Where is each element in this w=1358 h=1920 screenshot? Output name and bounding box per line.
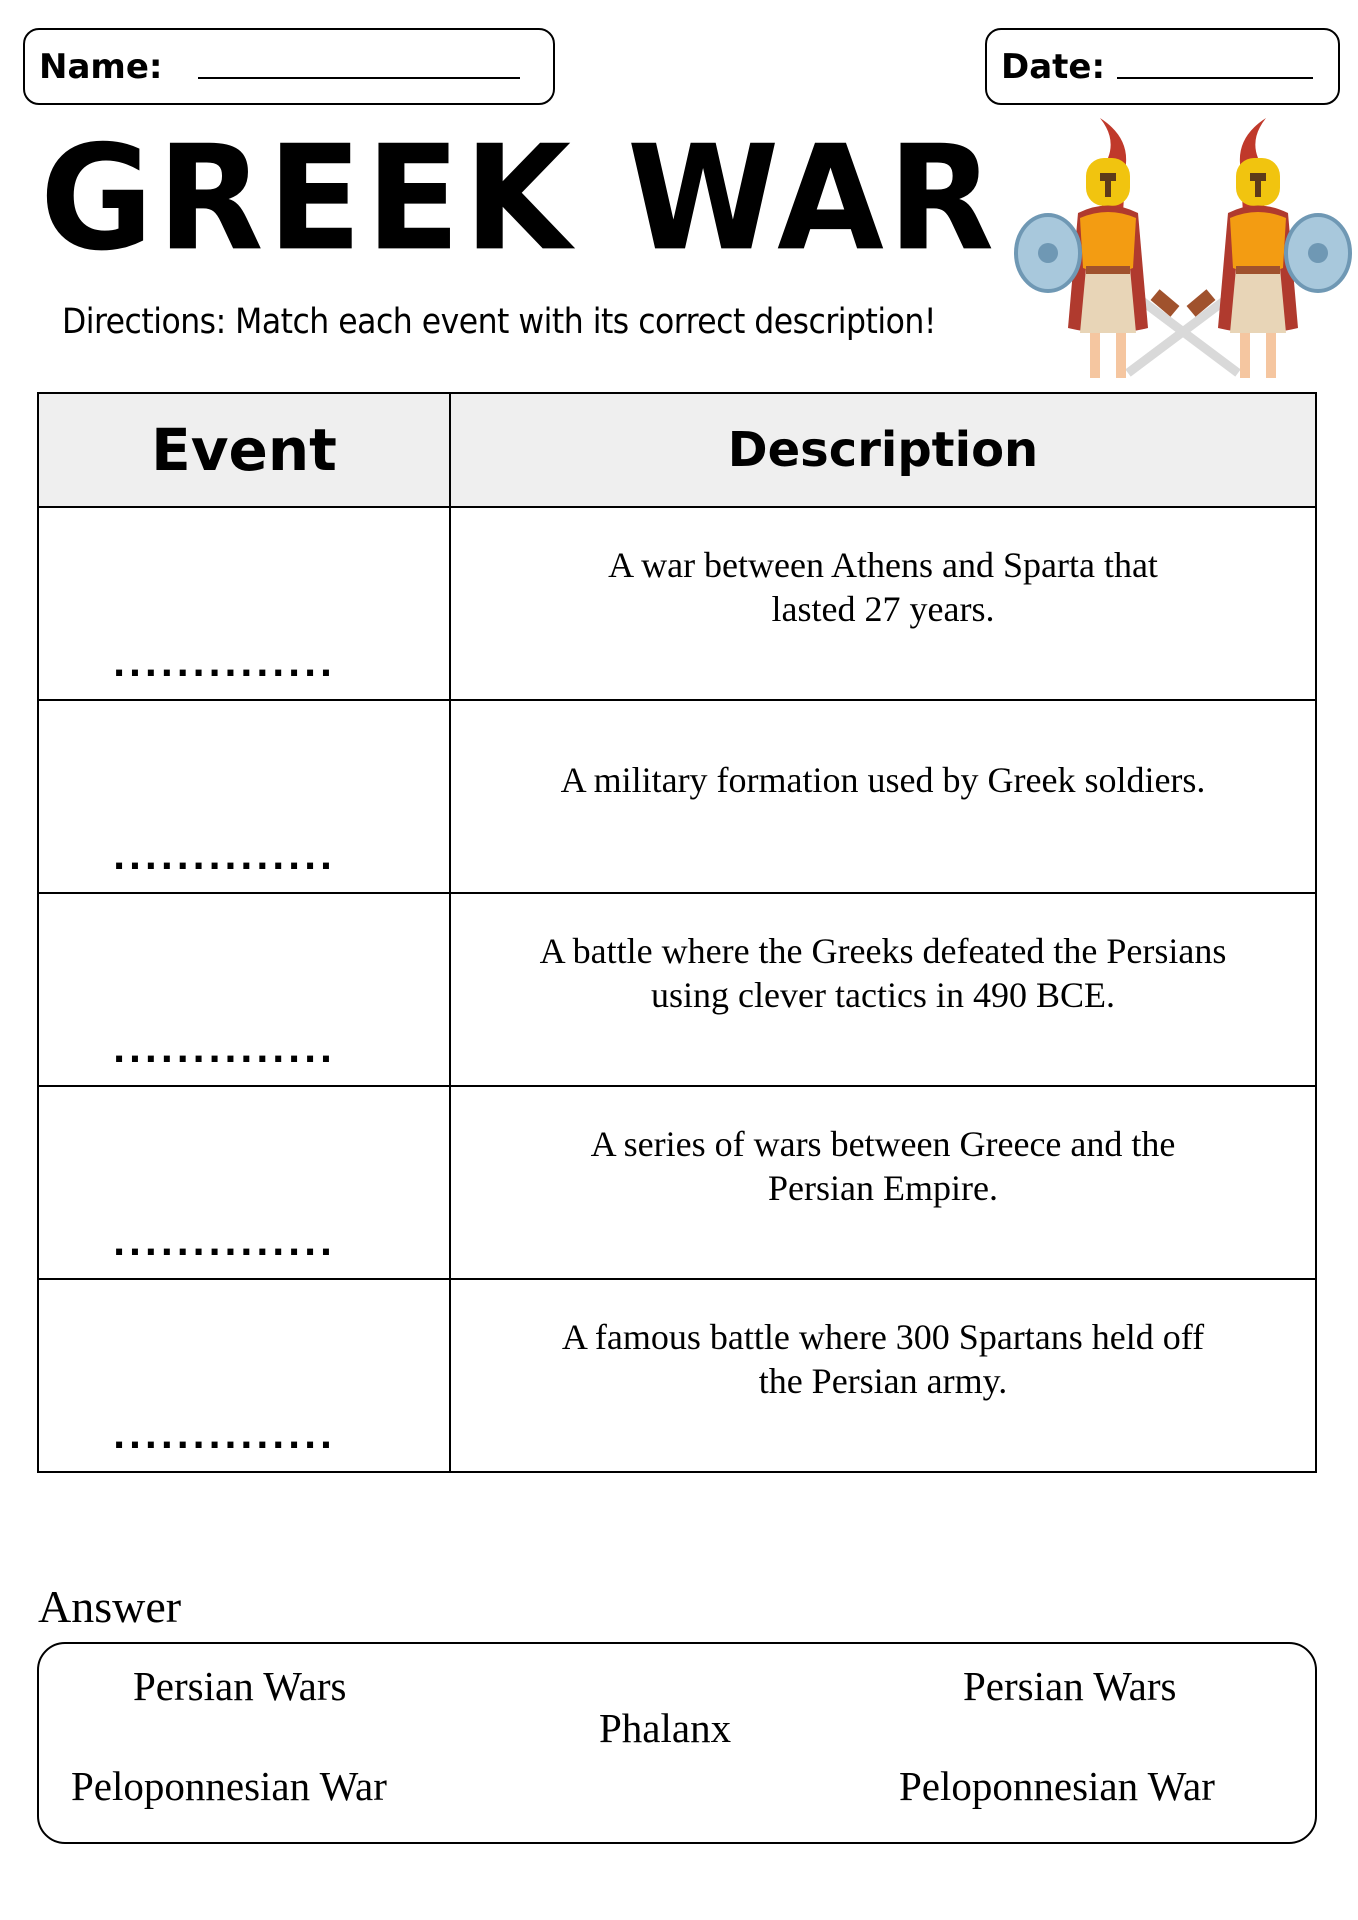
table-row: [38, 1086, 1316, 1279]
answer-option: Peloponnesian War: [71, 1763, 387, 1809]
answer-title: Answer: [38, 1581, 182, 1632]
name-field[interactable]: [23, 28, 555, 105]
table-row: [38, 1279, 1316, 1472]
date-label: Date:: [1001, 46, 1106, 87]
left-warrior: [1016, 118, 1148, 378]
event-description: A war between Athens and Sparta that lasted 27 years.: [450, 507, 1316, 700]
event-description: A series of wars between Greece and the Persian Empire.: [450, 1086, 1316, 1279]
answer-option: Persian Wars: [963, 1663, 1177, 1709]
event-description: A famous battle where 300 Spartans held off the Persian army.: [450, 1279, 1316, 1472]
answer-option: Peloponnesian War: [899, 1763, 1215, 1809]
event-description: A battle where the Greeks defeated the Persians using clever tactics in 490 BCE.: [450, 893, 1316, 1086]
event-answer-blank[interactable]: ..............: [38, 893, 450, 1086]
table-row: [38, 507, 1316, 700]
event-description: A military formation used by Greek soldiers.: [450, 700, 1316, 893]
event-column-header: Event: [38, 393, 450, 507]
greek-warriors-illustration: [1008, 118, 1358, 390]
answer-option: Persian Wars: [133, 1663, 347, 1709]
date-line[interactable]: [1117, 77, 1313, 79]
event-answer-blank[interactable]: ..............: [38, 1086, 450, 1279]
directions-text: Directions: Match each event with its correct description!: [62, 302, 936, 342]
table-row: [38, 893, 1316, 1086]
event-answer-blank[interactable]: ..............: [38, 507, 450, 700]
description-column-header: Description: [450, 393, 1316, 507]
event-answer-blank[interactable]: ..............: [38, 1279, 450, 1472]
answer-option: Phalanx: [599, 1705, 732, 1751]
date-field[interactable]: [985, 28, 1340, 105]
name-label: Name:: [39, 46, 163, 87]
right-warrior: [1218, 118, 1350, 378]
table-row: [38, 700, 1316, 893]
matching-table: [37, 392, 1317, 1473]
event-answer-blank[interactable]: ..............: [38, 700, 450, 893]
page-title: GREEK WAR: [40, 113, 999, 283]
name-line[interactable]: [198, 77, 520, 79]
answer-bank: [37, 1642, 1317, 1844]
